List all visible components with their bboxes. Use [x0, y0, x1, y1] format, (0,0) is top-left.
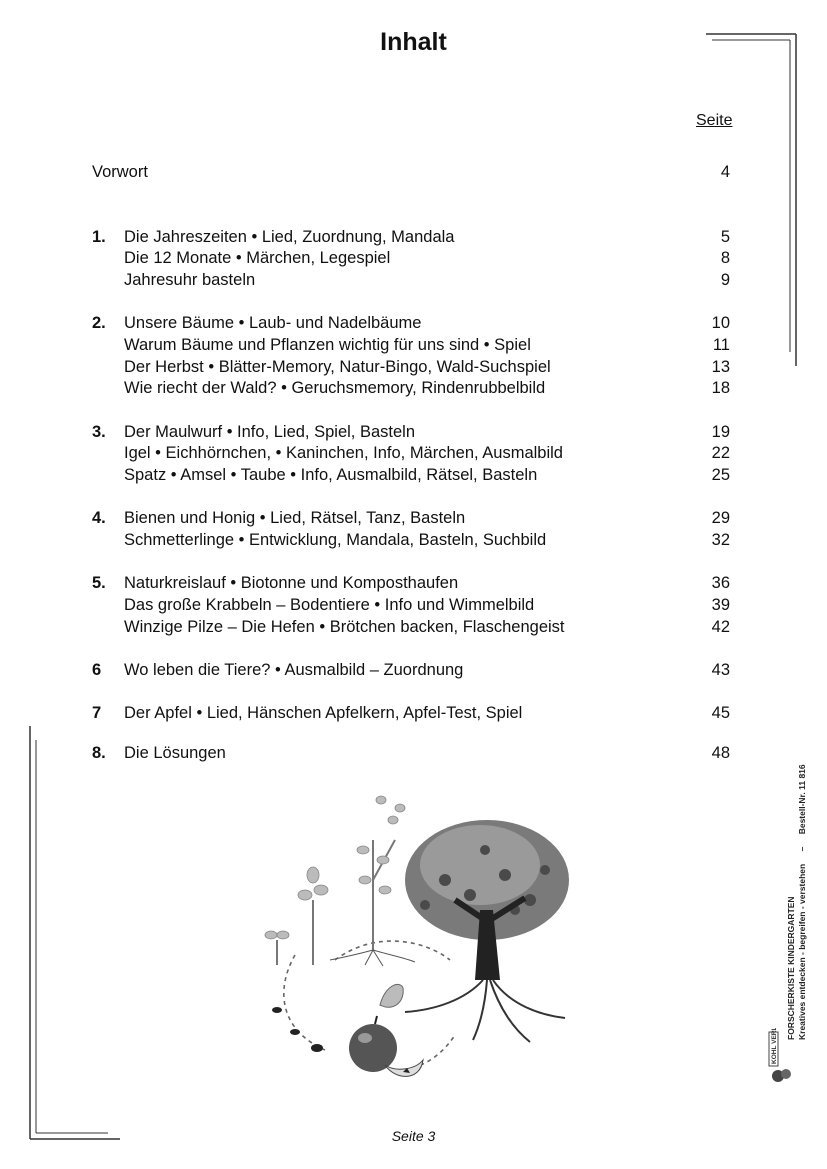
toc-entry-page: 8 — [720, 249, 730, 267]
toc-entry — [0, 269, 827, 291]
toc-entry-number: 5. — [92, 574, 106, 592]
toc-entry-text: Die 12 Monate • Märchen, Legespiel — [124, 249, 391, 267]
toc-entry — [0, 529, 827, 551]
toc-entry — [0, 421, 827, 443]
toc-entry-page: 29 — [711, 509, 730, 527]
toc-entry — [0, 247, 827, 269]
toc-entry — [0, 226, 827, 248]
toc-entry — [0, 572, 827, 594]
toc-entry-page: 25 — [711, 466, 730, 484]
nature-cycle-illustration — [255, 780, 575, 1090]
toc-entry-text: Spatz • Amsel • Taube • Info, Ausmalbild, Rätsel, Basteln — [124, 466, 538, 484]
publisher-logo — [766, 1028, 794, 1084]
toc-entry-text: Der Maulwurf • Info, Lied, Spiel, Basteln — [124, 423, 415, 441]
page-title: Inhalt — [380, 28, 447, 56]
toc-entry-page: 18 — [711, 379, 730, 397]
toc-entry-number: 6 — [92, 661, 102, 679]
toc-entry-text: Jahresuhr basteln — [124, 271, 256, 289]
toc-entry — [0, 312, 827, 334]
toc-entry-number: 4. — [92, 509, 106, 527]
toc-entry-text: Bienen und Honig • Lied, Rätsel, Tanz, Basteln — [124, 509, 466, 527]
toc-entry — [0, 659, 827, 681]
toc-entry — [0, 742, 827, 764]
toc-entry-page: 11 — [712, 336, 730, 354]
toc-entry-text: Das große Krabbeln – Bodentiere • Info und Wimmelbild — [124, 596, 535, 614]
toc-entry-text: Unsere Bäume • Laub- und Nadelbäume — [124, 314, 422, 332]
toc-entry-text: Die Jahreszeiten • Lied, Zuordnung, Mandala — [124, 228, 455, 246]
toc-entry — [0, 702, 827, 724]
series-subtitle: Kreatives entdecken - begreifen - verstehen – Bestell-Nr. 11 816 — [797, 764, 807, 1040]
toc-entry-page: 48 — [711, 744, 730, 762]
toc-entry-text: Wo leben die Tiere? • Ausmalbild – Zuordnung — [124, 661, 464, 679]
toc-entry — [0, 334, 827, 356]
toc-entry-text: Winzige Pilze – Die Hefen • Brötchen backen, Flaschengeist — [124, 618, 565, 636]
toc-entry-number: 2. — [92, 314, 106, 332]
toc-entry — [0, 616, 827, 638]
toc-entry-number: 7 — [92, 704, 102, 722]
toc-entry-text: Wie riecht der Wald? • Geruchsmemory, Rindenrubbelbild — [124, 379, 546, 397]
toc-entry-text: Warum Bäume und Pflanzen wichtig für uns sind • Spiel — [124, 336, 531, 354]
toc-entry-number: 8. — [92, 744, 106, 762]
page-column-header: Seite — [696, 112, 733, 129]
toc-entry-page: 13 — [711, 358, 730, 376]
toc-entry-page: 36 — [711, 574, 730, 592]
toc-entry-number: 3. — [92, 423, 106, 441]
toc-entry — [0, 594, 827, 616]
toc-entry — [0, 442, 827, 464]
toc-entry-text: Der Apfel • Lied, Hänschen Apfelkern, Apfel-Test, Spiel — [124, 704, 523, 722]
toc-entry-page: 4 — [720, 163, 730, 181]
toc-entry-page: 5 — [720, 228, 730, 246]
toc-entry — [0, 161, 827, 183]
toc-entry — [0, 377, 827, 399]
toc-entry-page: 42 — [711, 618, 730, 636]
toc-entry-text: Naturkreislauf • Biotonne und Komposthaufen — [124, 574, 459, 592]
toc-entry-text: Der Herbst • Blätter-Memory, Natur-Bingo, Wald-Suchspiel — [124, 358, 551, 376]
toc-entry-page: 32 — [711, 531, 730, 549]
toc-entry-page: 9 — [720, 271, 730, 289]
svg-text:KOHL VERLAG: KOHL VERLAG — [771, 1028, 778, 1064]
toc-entry-text: Vorwort — [92, 163, 148, 181]
toc-entry-page: 45 — [711, 704, 730, 722]
toc-entry-text: Schmetterlinge • Entwicklung, Mandala, Basteln, Suchbild — [124, 531, 547, 549]
toc-entry-page: 22 — [711, 444, 730, 462]
toc-entry — [0, 356, 827, 378]
series-title: FORSCHERKISTE KINDERGARTEN — [786, 896, 796, 1040]
toc-entry-number: 1. — [92, 228, 106, 246]
order-number: Bestell-Nr. 11 816 — [797, 764, 807, 835]
toc-entry-text: Igel • Eichhörnchen, • Kaninchen, Info, Märchen, Ausmalbild — [124, 444, 563, 462]
toc-entry-page: 39 — [711, 596, 730, 614]
toc-entry-text: Die Lösungen — [124, 744, 226, 762]
toc-entry — [0, 507, 827, 529]
toc-entry-page: 10 — [711, 314, 730, 332]
toc-entry-page: 19 — [711, 423, 730, 441]
toc-entry-page: 43 — [711, 661, 730, 679]
page-number: Seite 3 — [391, 1128, 436, 1144]
toc-entry — [0, 464, 827, 486]
series-side-text — [786, 764, 808, 1040]
